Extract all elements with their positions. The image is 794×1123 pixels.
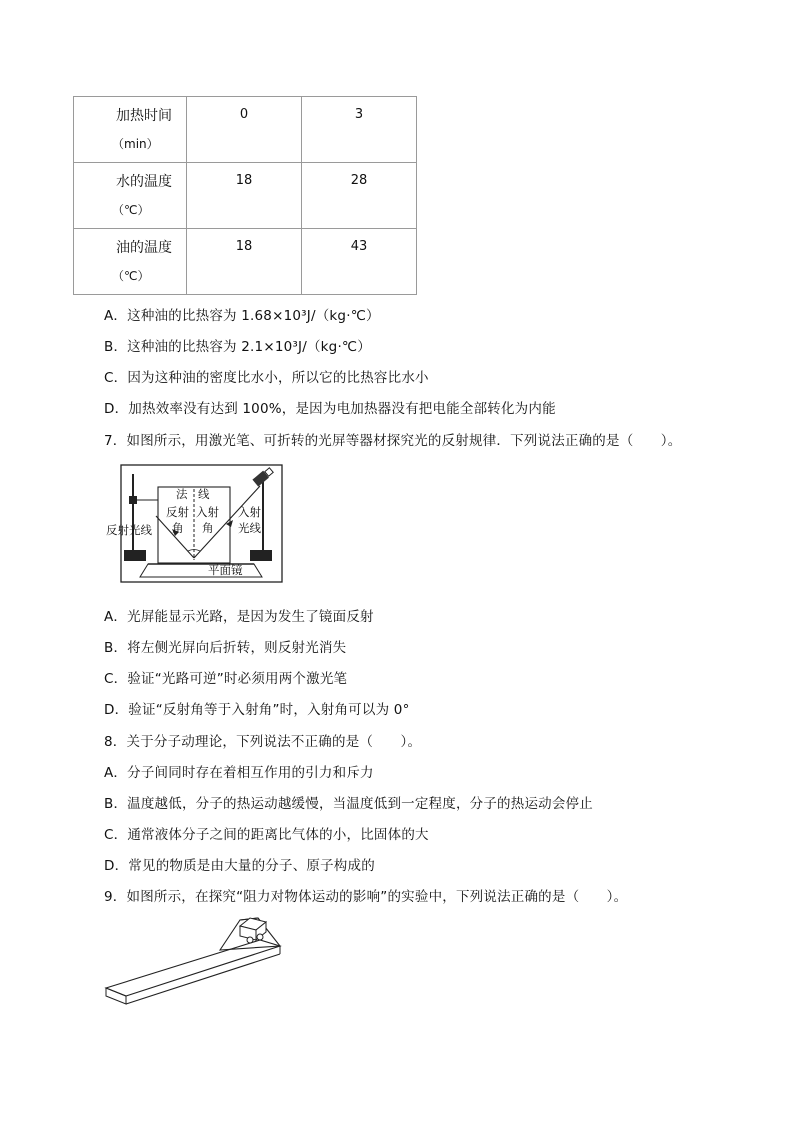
table-cell: 18 [187,229,302,295]
row-header: 加热时间 （min） [74,97,187,163]
label-incidence-angle-b: 角 [202,521,214,535]
table-cell: 0 [187,97,302,163]
q7-stem: 7．如图所示，用激光笔、可折转的光屏等器材探究光的反射规律．下列说法正确的是（ ）。 [104,433,682,449]
reflection-figure [106,464,284,584]
table-cell: 3 [302,97,417,163]
label-reflection-angle-b: 角 [172,521,184,535]
q8-option-d: D．常见的物质是由大量的分子、原子构成的 [104,858,375,874]
label-incident-ray-a: 入射 [238,505,261,519]
q8-option-b: B．温度越低，分子的热运动越缓慢，当温度低到一定程度，分子的热运动会停止 [104,796,593,812]
table-row [74,97,417,163]
q9-stem: 9．如图所示，在探究“阻力对物体运动的影响”的实验中，下列说法正确的是（ ）。 [104,889,628,905]
label-normal-b: 线 [198,487,210,501]
data-table [73,96,417,295]
label-mirror: 平面镜 [208,563,243,577]
q7-option-b: B．将左侧光屏向后折转，则反射光消失 [104,640,347,656]
table-row [74,163,417,229]
label-incidence-angle-a: 入射 [196,505,219,519]
label-incident-ray-b: 光线 [238,521,261,535]
incline-figure [100,912,290,1012]
row-header: 水的温度 （℃） [74,163,187,229]
table-cell: 18 [187,163,302,229]
q7-option-a: A．光屏能显示光路，是因为发生了镜面反射 [104,609,374,625]
label-reflected-ray: 反射光线 [106,523,152,537]
label-normal-a: 法 [176,487,188,501]
q6-option-d: D．加热效率没有达到 100%，是因为电加热器没有把电能全部转化为内能 [104,401,556,417]
q7-option-c: C．验证“光路可逆”时必须用两个激光笔 [104,671,348,687]
q8-option-c: C．通常液体分子之间的距离比气体的小，比固体的大 [104,827,429,843]
row-header: 油的温度 （℃） [74,229,187,295]
table-cell: 28 [302,163,417,229]
table-row [74,229,417,295]
q6-option-c: C．因为这种油的密度比水小，所以它的比热容比水小 [104,370,429,386]
q6-option-a: A．这种油的比热容为 1.68×10³J/（kg·℃） [104,308,380,324]
q7-option-d: D．验证“反射角等于入射角”时，入射角可以为 0° [104,702,410,718]
q8-stem: 8．关于分子动理论，下列说法不正确的是（ ）。 [104,734,422,750]
label-reflection-angle-a: 反射 [166,505,189,519]
table-cell: 43 [302,229,417,295]
q6-option-b: B．这种油的比热容为 2.1×10³J/（kg·℃） [104,339,371,355]
q8-option-a: A．分子间同时存在着相互作用的引力和斥力 [104,765,374,781]
